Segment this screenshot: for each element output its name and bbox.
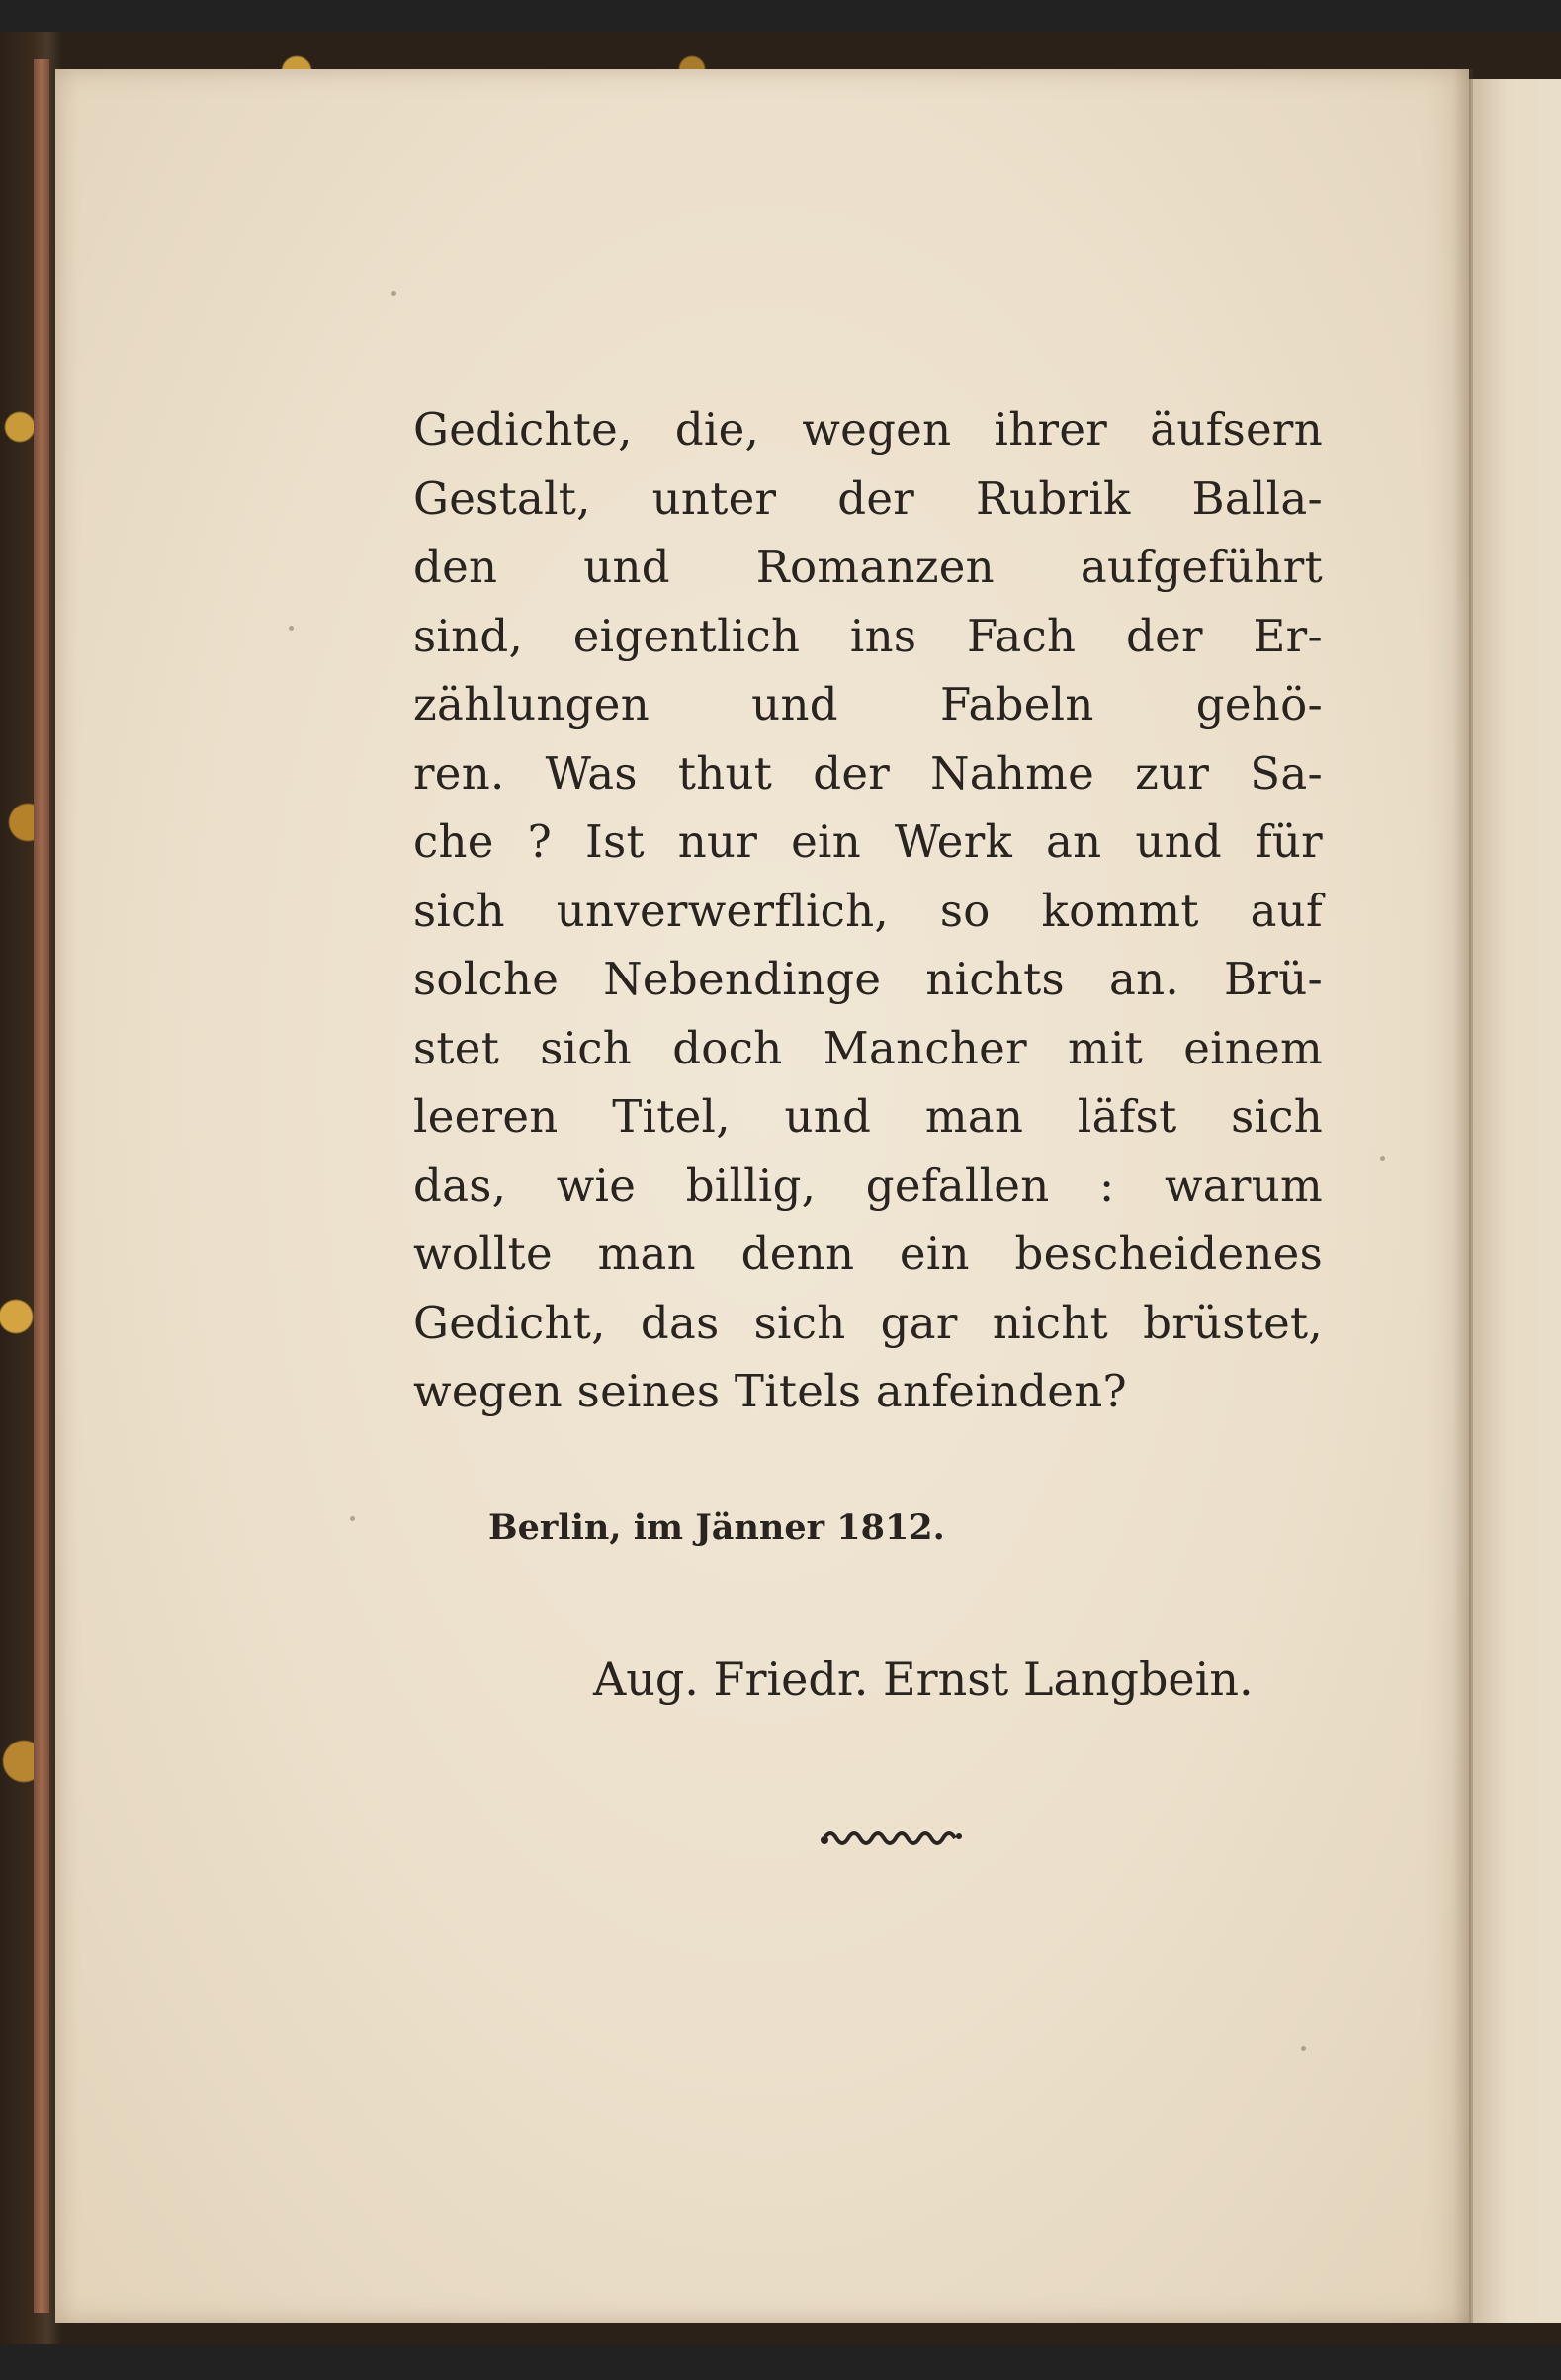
text-line: solche Nebendinge nichts an. Brü-: [413, 953, 1323, 1005]
paper-speck: [1301, 2046, 1306, 2051]
preface-text: [413, 395, 1323, 1426]
text-line: Gedichte, die, wegen ihrer äufsern: [413, 403, 1323, 456]
board-edge: [34, 59, 49, 2313]
text-line: Gestalt, unter der Rubrik Balla-: [413, 471, 1323, 525]
paper-speck: [1380, 1156, 1385, 1161]
page-gutter-shadow: [1453, 69, 1473, 2323]
text-line: zählungen und Fabeln gehö-: [413, 678, 1323, 730]
text-line: ren. Was thut der Nahme zur Sa-: [413, 746, 1323, 800]
text-line: wollte man denn ein bescheidenes: [413, 1228, 1323, 1280]
place-date: Berlin, im Jänner 1812.: [488, 1507, 945, 1548]
text-line: den und Romanzen aufgeführt: [413, 541, 1323, 593]
text-line: sich unverwerflich, so kommt auf: [413, 884, 1323, 937]
author-signature: Aug. Friedr. Ernst Langbein.: [593, 1653, 1254, 1706]
facing-page-edge: [1469, 79, 1561, 2323]
text-line: leeren Titel, und man läfst sich: [413, 1090, 1323, 1143]
text-line: das, wie billig, gefallen : warum: [413, 1158, 1323, 1212]
paper-speck: [289, 626, 294, 631]
paper-speck: [350, 1516, 355, 1521]
text-line: Gedicht, das sich gar nicht brüstet,: [413, 1296, 1323, 1349]
decorative-rule-ornament: [821, 1825, 965, 1850]
text-line: wegen seines Titels anfeinden?: [413, 1365, 1127, 1417]
text-line: sind, eigentlich ins Fach der Er-: [413, 609, 1323, 662]
paper-speck: [391, 291, 396, 296]
text-line: stet sich doch Mancher mit einem: [413, 1021, 1323, 1074]
text-line: che ? Ist nur ein Werk an und für: [413, 815, 1323, 868]
